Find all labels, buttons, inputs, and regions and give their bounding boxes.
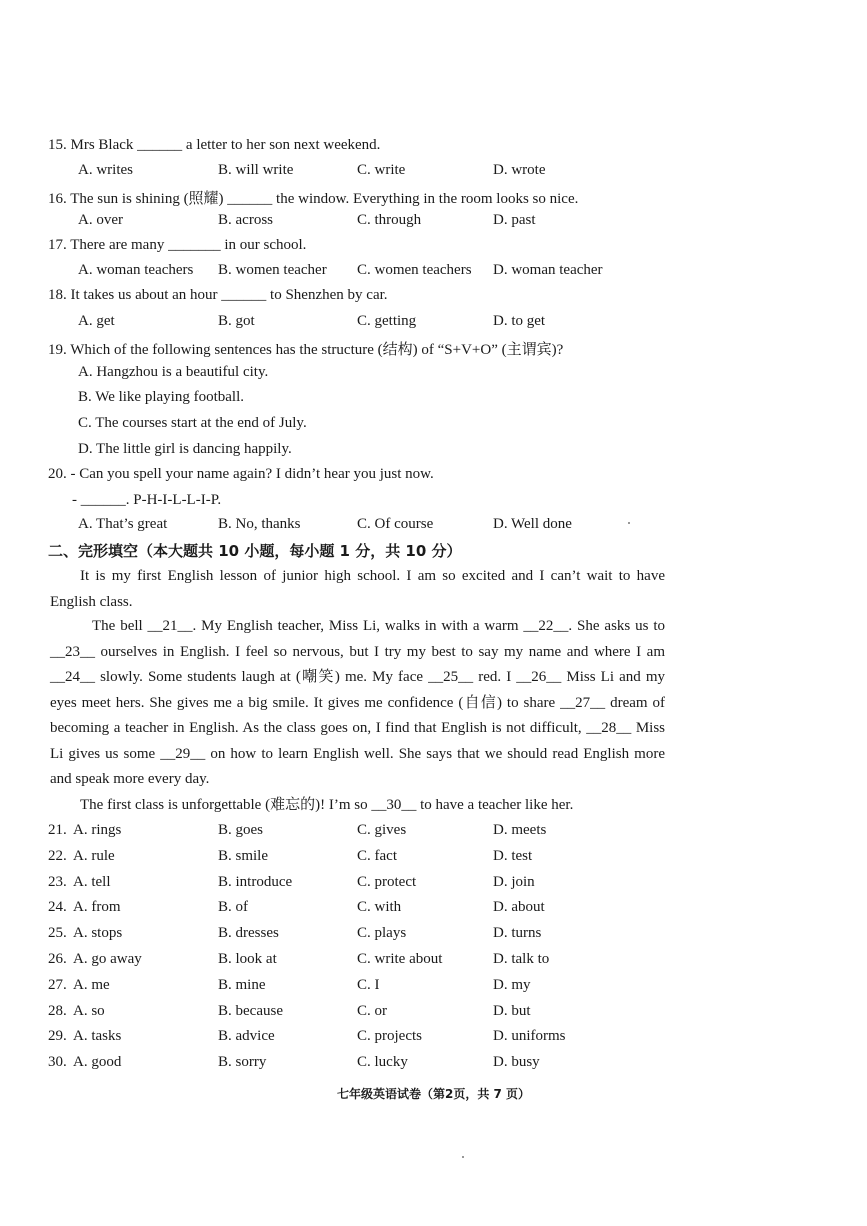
option-b: B. will write <box>218 162 294 178</box>
option-d: D. talk to <box>493 951 550 967</box>
option-a: A. from <box>73 899 121 915</box>
option-b: B. across <box>218 212 273 228</box>
cloze-options-27 <box>48 977 608 997</box>
option-b: B. women teacher <box>218 262 327 278</box>
option-a: A. woman teachers <box>78 262 194 278</box>
option-b: B. look at <box>218 951 277 967</box>
option-a: A. so <box>73 1003 105 1019</box>
option-c: C. plays <box>357 925 407 941</box>
option-d: D. but <box>493 1003 531 1019</box>
question-20: 20. - Can you spell your name again? I didn’t hear you just now. <box>48 466 434 482</box>
option-c: C. write about <box>357 951 443 967</box>
option-c: C. with <box>357 899 402 915</box>
option-c: C. or <box>357 1003 387 1019</box>
question-20-options <box>78 516 638 536</box>
option-c: C. getting <box>357 313 417 329</box>
cloze-options-29 <box>48 1028 608 1048</box>
option-a: A. me <box>73 977 110 993</box>
question-16: 16. The sun is shining (照耀) ______ the window. Everything in the room looks so nice. <box>48 191 579 207</box>
option-a: A. rule <box>73 848 115 864</box>
cloze-options-22 <box>48 848 608 868</box>
option-c: C. Of course <box>357 516 434 532</box>
option-number: 27. <box>48 977 67 993</box>
option-a: A. Hangzhou is a beautiful city. <box>78 364 269 380</box>
cloze-options-30 <box>48 1054 608 1074</box>
option-a: A. good <box>73 1054 122 1070</box>
question-19: 19. Which of the following sentences has the structure (结构) of “S+V+O” (主谓宾)? <box>48 342 564 358</box>
option-b: B. smile <box>218 848 269 864</box>
option-number: 21. <box>48 822 67 838</box>
option-d: D. turns <box>493 925 542 941</box>
option-a: A. go away <box>73 951 142 967</box>
option-number: 23. <box>48 874 67 890</box>
option-d: D. woman teacher <box>493 262 603 278</box>
option-c: C. through <box>357 212 422 228</box>
option-d: D. join <box>493 874 535 890</box>
cloze-options-24 <box>48 899 608 919</box>
option-c: C. write <box>357 162 406 178</box>
option-number: 30. <box>48 1054 67 1070</box>
section-heading: 二、完形填空（本大题共 10 小题，每小题 1 分，共 10 分） <box>48 542 462 560</box>
option-d: D. busy <box>493 1054 540 1070</box>
question-20-reply: - ______. P-H-I-L-L-I-P. <box>72 492 222 508</box>
option-c: C. lucky <box>357 1054 408 1070</box>
option-b: B. because <box>218 1003 283 1019</box>
option-c: C. I <box>357 977 380 993</box>
option-d: D. past <box>493 212 536 228</box>
option-c: C. projects <box>357 1028 422 1044</box>
option-a: A. tasks <box>73 1028 122 1044</box>
scan-speck <box>628 522 630 524</box>
option-d: D. test <box>493 848 533 864</box>
option-number: 25. <box>48 925 67 941</box>
question-15-options <box>78 162 638 182</box>
question-18-options <box>78 313 638 333</box>
option-number: 22. <box>48 848 67 864</box>
option-d: D. meets <box>493 822 547 838</box>
option-d: D. The little girl is dancing happily. <box>78 441 292 457</box>
cloze-options-21 <box>48 822 608 842</box>
passage-paragraph-1: It is my first English lesson of junior high school. I am so excited and I can’t wait to have English class. <box>50 568 665 610</box>
option-b: B. sorry <box>218 1054 267 1070</box>
option-number: 29. <box>48 1028 67 1044</box>
scan-speck <box>462 1156 464 1158</box>
page-footer: 七年级英语试卷（第2页，共 7 页） <box>336 1087 531 1101</box>
question-17: 17. There are many _______ in our school. <box>48 237 307 253</box>
option-b: B. No, thanks <box>218 516 301 532</box>
option-a: A. get <box>78 313 115 329</box>
cloze-options-26 <box>48 951 608 971</box>
option-b: B. got <box>218 313 255 329</box>
cloze-options-23 <box>48 874 608 894</box>
option-b: B. advice <box>218 1028 275 1044</box>
option-c: C. gives <box>357 822 407 838</box>
option-b: B. goes <box>218 822 263 838</box>
option-a: A. That’s great <box>78 516 168 532</box>
question-17-options <box>78 262 638 282</box>
cloze-options-28 <box>48 1003 608 1023</box>
passage-paragraph-3: The first class is unforgettable (难忘的)! I’m so __30__ to have a teacher like her. <box>80 797 574 813</box>
option-a: A. over <box>78 212 123 228</box>
option-number: 24. <box>48 899 67 915</box>
option-a: A. tell <box>73 874 111 890</box>
option-b: B. introduce <box>218 874 293 890</box>
option-b: B. dresses <box>218 925 279 941</box>
option-c: C. The courses start at the end of July. <box>78 415 307 431</box>
option-c: C. women teachers <box>357 262 472 278</box>
option-c: C. fact <box>357 848 397 864</box>
option-a: A. stops <box>73 925 123 941</box>
question-18: 18. It takes us about an hour ______ to Shenzhen by car. <box>48 287 388 303</box>
option-a: A. writes <box>78 162 133 178</box>
option-b: B. We like playing football. <box>78 389 244 405</box>
option-d: D. wrote <box>493 162 546 178</box>
passage-paragraph-2: The bell __21__. My English teacher, Miss Li, walks in with a warm __22__. She asks us to __23__ ourselves in English. I feel so nervous, but I try my best to say my name and where I am __24__ slowly. Some students laugh at (嘲笑) me. My face __25__ red. I __26__ Miss Li and my eyes meet hers. She gives me a big smile. It gives me confidence (自信) to share __27__ dream of becoming a teacher in English. As the class goes on, I find that English is not difficult, __28__ Miss Li gives us some __29__ on how to learn English well. She says that we should read English more and speak more every day. <box>50 618 665 787</box>
option-d: D. to get <box>493 313 546 329</box>
option-d: D. my <box>493 977 531 993</box>
question-16-options <box>78 212 638 232</box>
option-d: D. about <box>493 899 545 915</box>
option-number: 26. <box>48 951 67 967</box>
question-15: 15. Mrs Black ______ a letter to her son next weekend. <box>48 137 381 153</box>
cloze-options-25 <box>48 925 608 945</box>
option-b: B. of <box>218 899 248 915</box>
option-number: 28. <box>48 1003 67 1019</box>
option-c: C. protect <box>357 874 417 890</box>
option-a: A. rings <box>73 822 122 838</box>
option-d: D. uniforms <box>493 1028 566 1044</box>
option-d: D. Well done <box>493 516 572 532</box>
option-b: B. mine <box>218 977 266 993</box>
